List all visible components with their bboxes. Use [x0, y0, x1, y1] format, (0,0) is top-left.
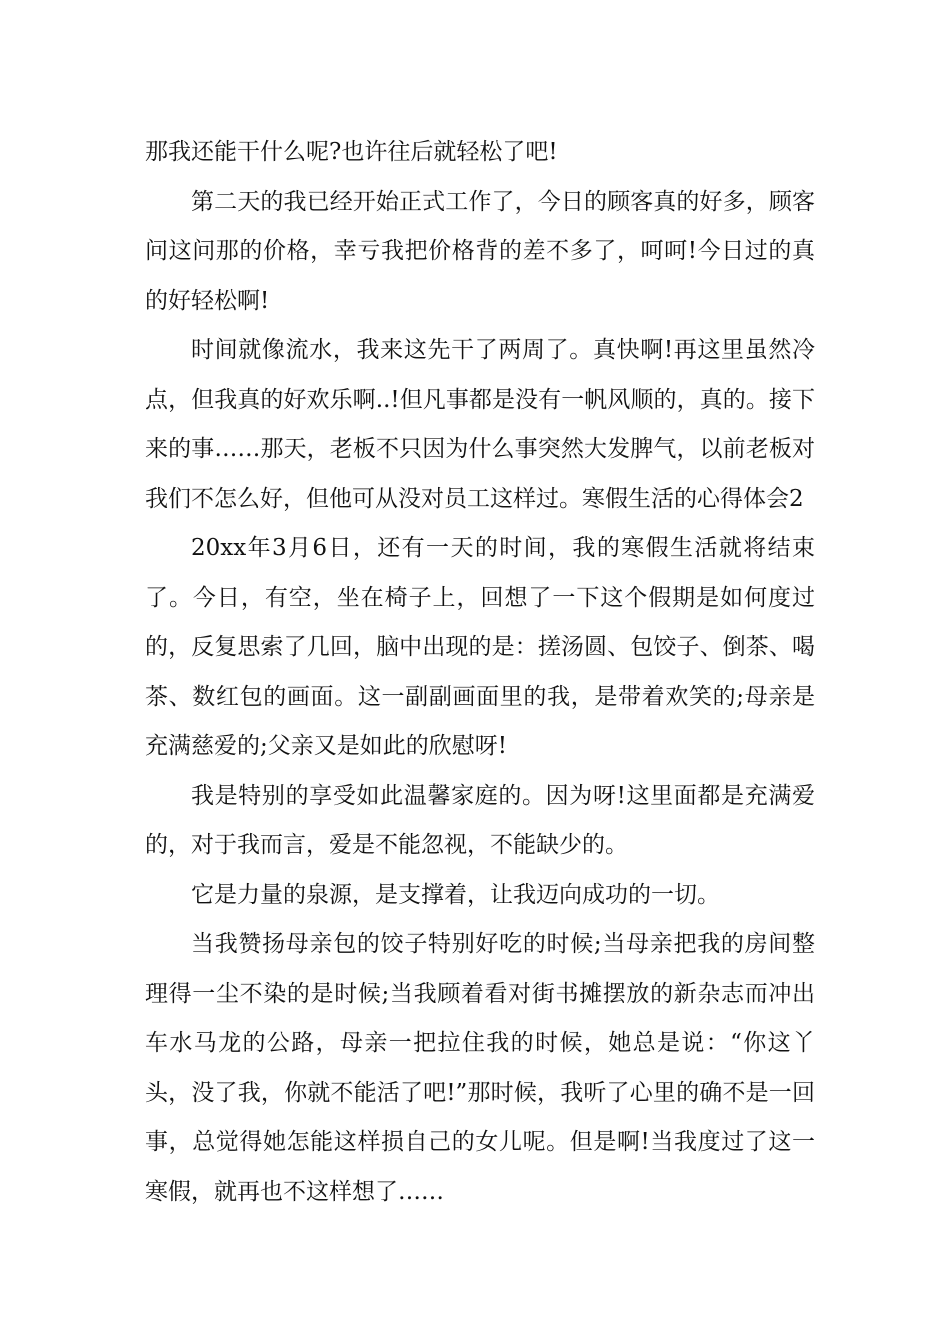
paragraph-continuation: 那我还能干什么呢?也许往后就轻松了吧! [145, 139, 558, 165]
paragraph: 它是力量的泉源，是支撑着，让我迈向成功的一切。 [191, 881, 720, 908]
paragraph: 我是特别的享受如此温馨家庭的。因为呀!这里面都是充满爱的，对于我而言，爱是不能忽视，不能缺少的。 [145, 782, 815, 858]
document-body [145, 128, 815, 1217]
paragraph: 第二天的我已经开始正式工作了，今日的顾客真的好多，顾客问这问那的价格，幸亏我把价格背的差不多了，呵呵!今日过的真的好轻松啊! [145, 188, 815, 314]
paragraph: 20xx年3月6日，还有一天的时间，我的寒假生活就将结束了。今日，有空，坐在椅子上，回想了一下这个假期是如何度过的，反复思索了几回，脑中出现的是：搓汤圆、包饺子、倒茶、喝茶、数红包的画面。这一副副画面里的我，是带着欢笑的;母亲是充满慈爱的;父亲又是如此的欣慰呀! [145, 535, 815, 759]
paragraph: 时间就像流水，我来这先干了两周了。真快啊!再这里虽然冷点，但我真的好欢乐啊..!但凡事都是没有一帆风顺的，真的。接下来的事……那天，老板不只因为什么事突然大发脾气，以前老板对我们不怎么好，但他可从没对员工这样过。寒假生活的心得体会2 [145, 337, 815, 512]
paragraph: 当我赞扬母亲包的饺子特别好吃的时候;当母亲把我的房间整理得一尘不染的是时候;当我顾着看对街书摊摆放的新杂志而冲出车水马龙的公路，母亲一把拉住我的时候，她总是说：“你这丫头，没了我，你就不能活了吧!”那时候，我听了心里的确不是一回事，总觉得她怎能这样损自己的女儿呢。但是啊!当我度过了这一寒假，就再也不这样想了…… [145, 931, 815, 1205]
